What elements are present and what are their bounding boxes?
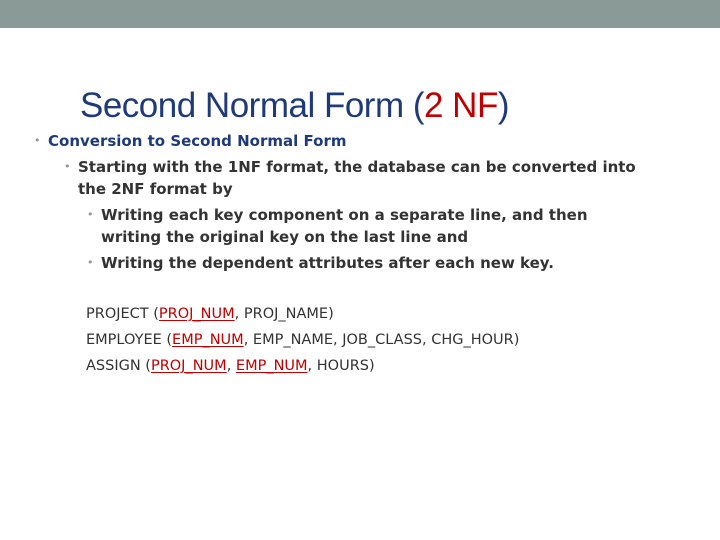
slide-title xyxy=(80,84,509,128)
bullet-dot: • xyxy=(34,134,41,147)
bullet-level3b: Writing the dependent attributes after each new key. xyxy=(101,254,554,272)
bullet-level2-line2: the 2NF format by xyxy=(78,180,233,198)
relation-schema-list xyxy=(86,301,519,379)
bullet-level3a-line2: writing the original key on the last line and xyxy=(101,228,469,246)
bullet-dot: • xyxy=(87,208,94,221)
relation-attributes: , HOURS) xyxy=(307,358,375,374)
bullet-dot: • xyxy=(87,256,94,269)
relation-name: EMPLOYEE ( xyxy=(86,332,173,348)
relation-attributes: , PROJ_NAME) xyxy=(234,306,334,322)
primary-key: PROJ_NUM xyxy=(150,358,227,374)
primary-key: EMP_NUM xyxy=(172,332,244,348)
bullet-dot: • xyxy=(64,160,71,173)
bullet-level2-line1: Starting with the 1NF format, the database can be converted into xyxy=(78,158,636,176)
title-highlight: 2 NF xyxy=(423,86,498,125)
primary-key: EMP_NUM xyxy=(235,358,308,374)
key-separator: , xyxy=(226,358,236,374)
relation-assign xyxy=(86,353,519,379)
relation-employee xyxy=(86,327,519,353)
relation-name: ASSIGN ( xyxy=(86,358,151,374)
bullet-level1: Conversion to Second Normal Form xyxy=(48,132,347,150)
title-main: Second Normal Form ( xyxy=(80,86,424,125)
primary-key: PROJ_NUM xyxy=(158,306,235,322)
relation-project xyxy=(86,301,519,327)
relation-name: PROJECT ( xyxy=(86,306,159,322)
slide-top-bar xyxy=(0,0,720,28)
bullet-level3a-line1: Writing each key component on a separate line, and then xyxy=(101,206,588,224)
relation-attributes: , EMP_NAME, JOB_CLASS, CHG_HOUR) xyxy=(243,332,520,348)
title-end: ) xyxy=(497,86,509,125)
